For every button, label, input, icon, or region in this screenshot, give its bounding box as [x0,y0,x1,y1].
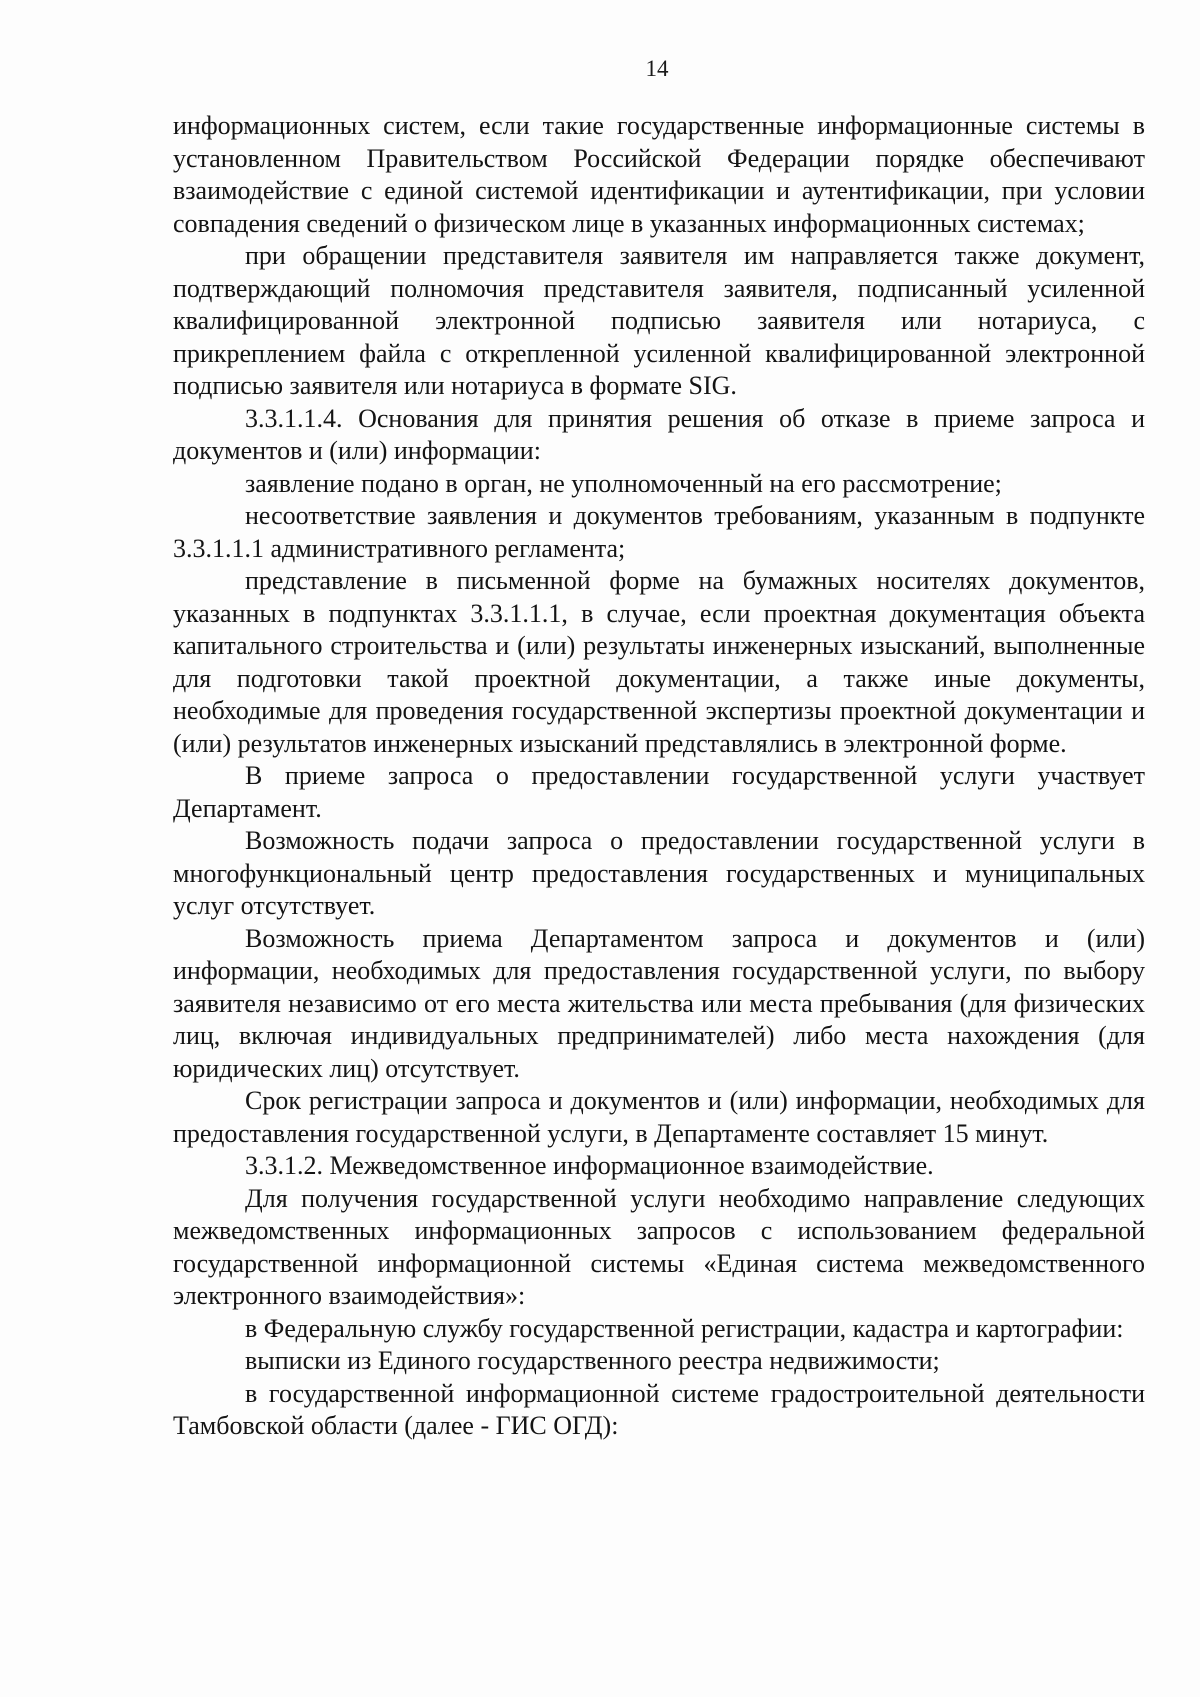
paragraph-continuation: информационных систем, если такие государственные информационные системы в установленном Правительством Российской Федерации порядке обеспечивают взаимодействие с единой системой идентификации и аутентификации, при условии совпадения сведений о физическом лице в указанных информационных системах; [173,111,1145,238]
page-number: 14 [645,56,669,81]
paragraph: при обращении представителя заявителя им направляется также документ, подтверждающий полномочия представителя заявителя, подписанный усиленной квалифицированной электронной подписью заявителя или нотариуса, с прикреплением файла с открепленной усиленной квалифицированной электронной подписью заявителя или нотариуса в формате SIG. [173,241,1145,400]
paragraph: В приеме запроса о предоставлении государственной услуги участвует Департамент. [173,761,1145,823]
paragraph: в государственной информационной системе градостроительной деятельности Тамбовской области (далее - ГИС ОГД): [173,1378,1145,1440]
paragraph: Возможность подачи запроса о предоставлении государственной услуги в многофункциональный центр предоставления государственных и муниципальных услуг отсутствует. [173,826,1145,920]
paragraph: представление в письменной форме на бумажных носителях документов, указанных в подпунктах 3.3.1.1.1, в случае, если проектная документация объекта капитального строительства и (или) результаты инженерных изысканий, выполненные для подготовки такой проектной документации, а также иные документы, необходимые для проведения государственной экспертизы проектной документации и (или) результатов инженерных изысканий представлялись в электронной форме. [173,566,1145,758]
paragraph: в Федеральную службу государственной регистрации, кадастра и картографии: [245,1313,1124,1343]
paragraph: несоответствие заявления и документов требованиям, указанным в подпункте 3.3.1.1.1 административного регламента; [173,501,1145,563]
paragraph-section-heading: 3.3.1.1.4. Основания для принятия решения об отказе в приеме запроса и документов и (или) информации: [173,403,1145,465]
document-body [173,110,1145,1443]
paragraph: Для получения государственной услуги необходимо направление следующих межведомственных информационных запросов с использованием федеральной государственной информационной системы «Единая система межведомственного электронного взаимодействия»: [173,1183,1145,1310]
paragraph: Срок регистрации запроса и документов и (или) информации, необходимых для предоставления государственной услуги, в Департаменте составляет 15 минут. [173,1086,1145,1148]
paragraph-section-heading: 3.3.1.2. Межведомственное информационное взаимодействие. [245,1151,934,1180]
paragraph: Возможность приема Департаментом запроса и документов и (или) информации, необходимых для предоставления государственной услуги, по выбору заявителя независимо от его места жительства или места пребывания (для физических лиц, включая индивидуальных предпринимателей) либо места нахождения (для юридических лиц) отсутствует. [173,923,1145,1083]
paragraph: выписки из Единого государственного реестра недвижимости; [245,1346,940,1375]
paragraph: заявление подано в орган, не уполномоченный на его рассмотрение; [245,468,1002,498]
